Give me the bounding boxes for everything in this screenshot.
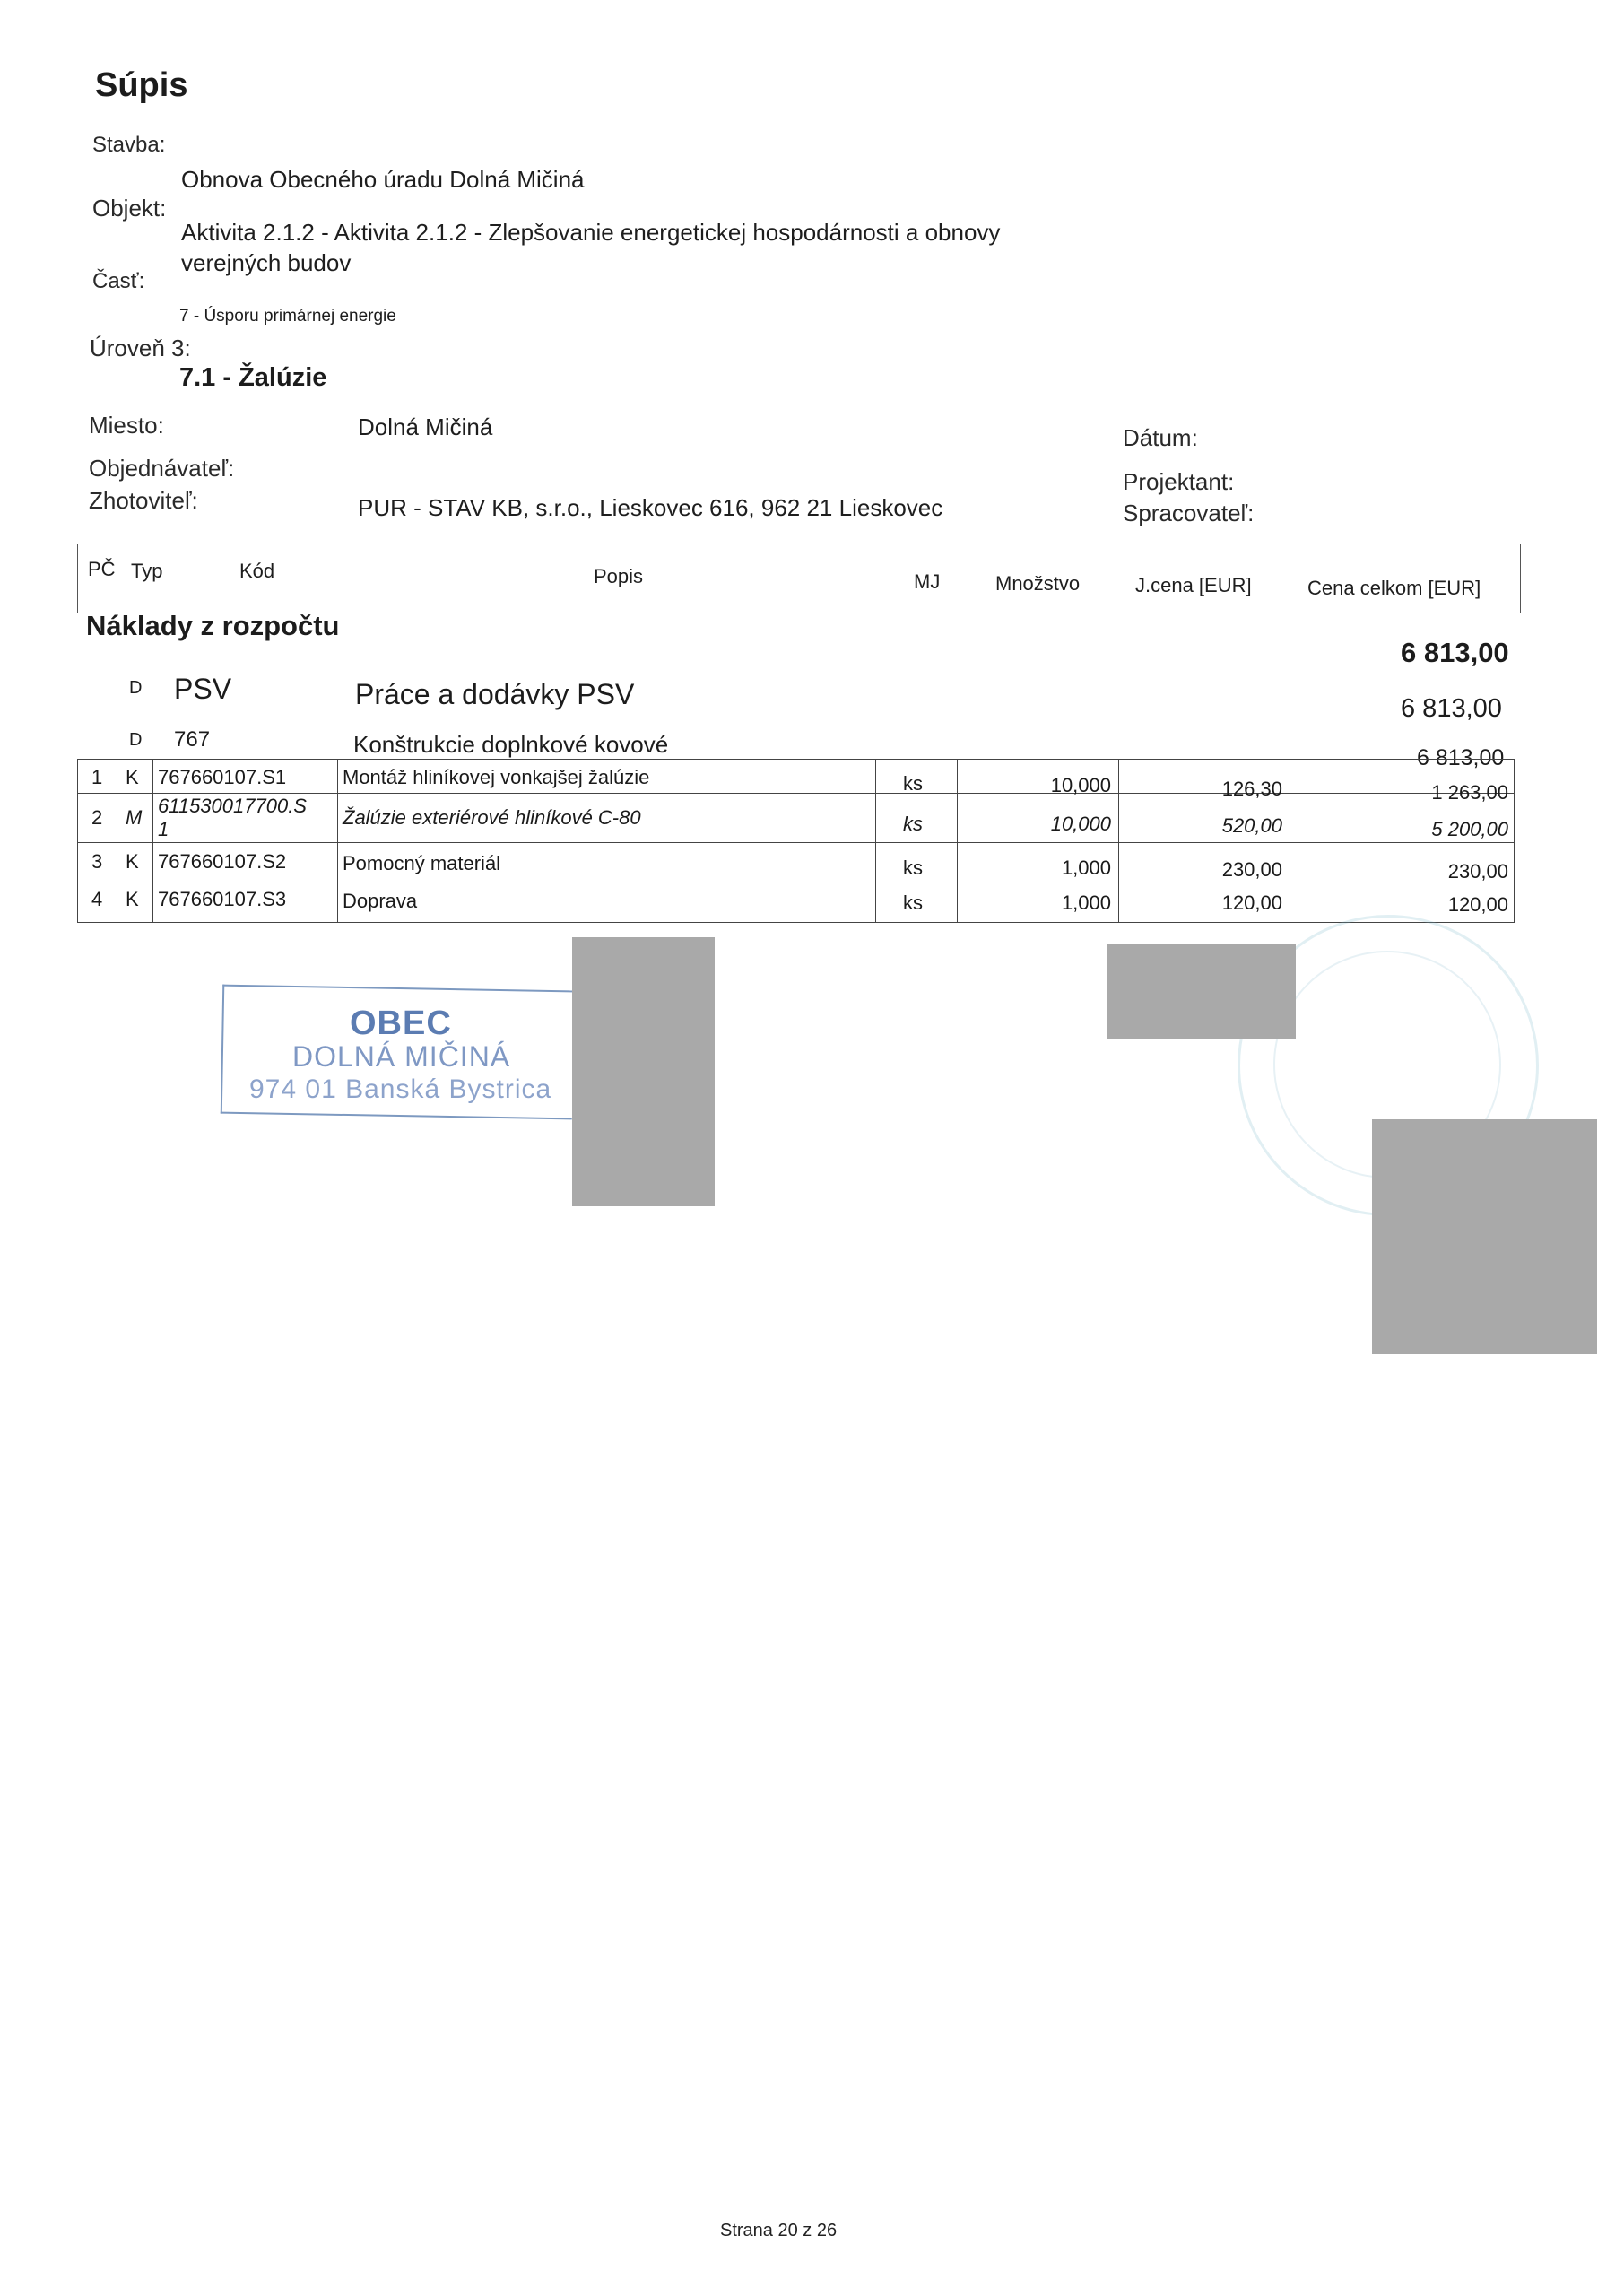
cell-cena-text: 5 200,00: [1431, 818, 1508, 840]
cell-typ: [117, 842, 152, 883]
cell-typ: [117, 760, 152, 793]
zhotovitel-value: PUR - STAV KB, s.r.o., Lieskovec 616, 962 21 Lieskovec: [358, 494, 943, 521]
cell-kod-text: 767660107.S2: [158, 850, 287, 873]
page-number: Strana 20 z 26: [720, 2221, 838, 2240]
cell-pc-text: 1: [91, 766, 103, 788]
cell-jcena-text: 120,00: [1221, 891, 1282, 914]
cell-cena-text: 120,00: [1447, 893, 1508, 916]
cell-jcena: [1118, 883, 1290, 922]
psv-name: Práce a dodávky PSV: [355, 678, 635, 710]
cell-jcena: [1118, 793, 1290, 842]
col-jcena: J.cena [EUR]: [1135, 574, 1252, 596]
zhotovitel-label: Zhotoviteľ:: [89, 487, 198, 514]
items-table: [77, 759, 1515, 923]
col-typ: Typ: [131, 560, 163, 582]
stavba-value: Obnova Obecného úradu Dolná Mičiná: [181, 166, 585, 193]
redaction-block: [1107, 944, 1296, 1039]
cell-mj-text: ks: [903, 813, 923, 835]
cell-pc-text: 4: [91, 888, 103, 910]
cell-mj-text: ks: [903, 772, 923, 795]
cell-kod-text: 767660107.S3: [158, 888, 287, 910]
table-row: [77, 842, 1515, 883]
cell-mj-text: ks: [903, 857, 923, 879]
stamp-line3: 974 01 Banská Bystrica: [249, 1074, 552, 1104]
cell-mnozstvo: [957, 760, 1118, 796]
col-cena-celkom: Cena celkom [EUR]: [1307, 577, 1481, 599]
cell-mnozstvo: [957, 842, 1118, 883]
cell-cena: [1290, 760, 1515, 804]
cell-mj: [875, 842, 957, 883]
group-767-name: Konštrukcie doplnkové kovové: [353, 731, 669, 758]
group-767-total: 6 813,00: [1417, 745, 1505, 770]
cell-mnozstvo-text: 1,000: [1061, 891, 1111, 914]
psv-code: PSV: [174, 673, 232, 705]
cell-popis-text: Montáž hliníkovej vonkajšej žalúzie: [343, 766, 650, 788]
psv-total: 6 813,00: [1401, 694, 1502, 723]
cell-cena-text: 1 263,00: [1431, 781, 1508, 804]
group-767-d: D: [129, 730, 143, 750]
uroven-label: Úroveň 3:: [90, 335, 191, 361]
cell-typ-text: K: [126, 888, 139, 910]
cell-mnozstvo: [957, 883, 1118, 922]
cell-typ-text: K: [126, 850, 139, 873]
datum-label: Dátum:: [1123, 424, 1198, 451]
cell-cena-text: 230,00: [1447, 860, 1508, 883]
naklady-total: 6 813,00: [1401, 637, 1509, 668]
stavba-label: Stavba:: [92, 133, 166, 157]
cell-popis: [337, 793, 875, 842]
cell-kod: [152, 793, 337, 842]
miesto-label: Miesto:: [89, 412, 164, 439]
cell-pc: [77, 883, 117, 922]
column-header-box: [77, 544, 1521, 613]
cell-kod: [152, 883, 337, 922]
col-kod: Kód: [239, 560, 275, 582]
cell-typ: [117, 793, 152, 842]
cell-popis: [337, 883, 875, 922]
cell-jcena-text: 230,00: [1221, 858, 1282, 881]
cell-mj: [875, 883, 957, 922]
cell-pc: [77, 760, 117, 793]
objekt-label: Objekt:: [92, 195, 167, 222]
cell-mj: [875, 793, 957, 842]
page-title: Súpis: [95, 66, 188, 104]
cell-mnozstvo-text: 10,000: [1050, 813, 1111, 835]
cast-value: 7 - Úsporu primárnej energie: [179, 307, 396, 326]
uroven-value: 7.1 - Žalúzie: [179, 363, 327, 392]
cell-jcena: [1118, 842, 1290, 883]
stamp-line2: DOLNÁ MIČINÁ: [292, 1040, 511, 1073]
cell-mnozstvo: [957, 793, 1118, 842]
cell-jcena-text: 520,00: [1221, 814, 1282, 837]
table-row: [77, 793, 1515, 843]
cell-kod-text: 611530017700.S: [158, 795, 307, 817]
cell-pc-text: 2: [91, 806, 103, 829]
projektant-label: Projektant:: [1123, 468, 1235, 495]
cell-popis: [337, 842, 875, 883]
col-popis: Popis: [594, 565, 644, 587]
table-row: [77, 760, 1515, 804]
redaction-block: [572, 937, 715, 1206]
group-767-code: 767: [174, 727, 211, 752]
cell-mj-text: ks: [903, 891, 923, 914]
cell-mnozstvo-text: 10,000: [1050, 774, 1111, 796]
stamp-line1: OBEC: [350, 1004, 452, 1042]
cell-mnozstvo-text: 1,000: [1061, 857, 1111, 879]
cell-popis-text: Žalúzie exteriérové hliníkové C-80: [343, 806, 641, 829]
cell-kod-text-line2: 1: [158, 818, 169, 840]
cell-popis-text: Doprava: [343, 890, 418, 912]
cell-typ-text: M: [126, 806, 143, 829]
cell-typ-text: K: [126, 766, 139, 788]
cell-cena: [1290, 842, 1515, 883]
psv-d: D: [129, 678, 143, 698]
table-row: [77, 883, 1515, 923]
cell-kod-text: 767660107.S1: [158, 766, 287, 788]
cell-jcena: [1118, 760, 1290, 800]
cell-pc-text: 3: [91, 850, 103, 873]
cell-popis-text: Pomocný materiál: [343, 852, 501, 874]
cell-typ: [117, 883, 152, 922]
redaction-block: [1372, 1119, 1597, 1354]
col-mnozstvo: Množstvo: [995, 572, 1081, 595]
cell-jcena-text: 126,30: [1221, 778, 1282, 800]
miesto-value: Dolná Mičiná: [358, 413, 493, 440]
naklady-label: Náklady z rozpočtu: [86, 610, 340, 641]
objekt-value-line2: verejných budov: [181, 249, 352, 276]
col-mj: MJ: [914, 570, 941, 593]
cell-kod: [152, 760, 337, 793]
objednavatel-label: Objednávateľ:: [89, 455, 235, 482]
cell-pc: [77, 842, 117, 883]
objekt-value-line1: Aktivita 2.1.2 - Aktivita 2.1.2 - Zlepšovanie energetickej hospodárnosti a obnovy: [181, 219, 1001, 246]
cell-pc: [77, 793, 117, 842]
cell-popis: [337, 760, 875, 793]
spracovatel-label: Spracovateľ:: [1123, 500, 1255, 526]
cell-kod: [152, 842, 337, 883]
cell-mj: [875, 760, 957, 793]
cast-label: Časť:: [92, 269, 145, 293]
col-pc: PČ: [88, 558, 116, 580]
cell-cena: [1290, 793, 1515, 842]
